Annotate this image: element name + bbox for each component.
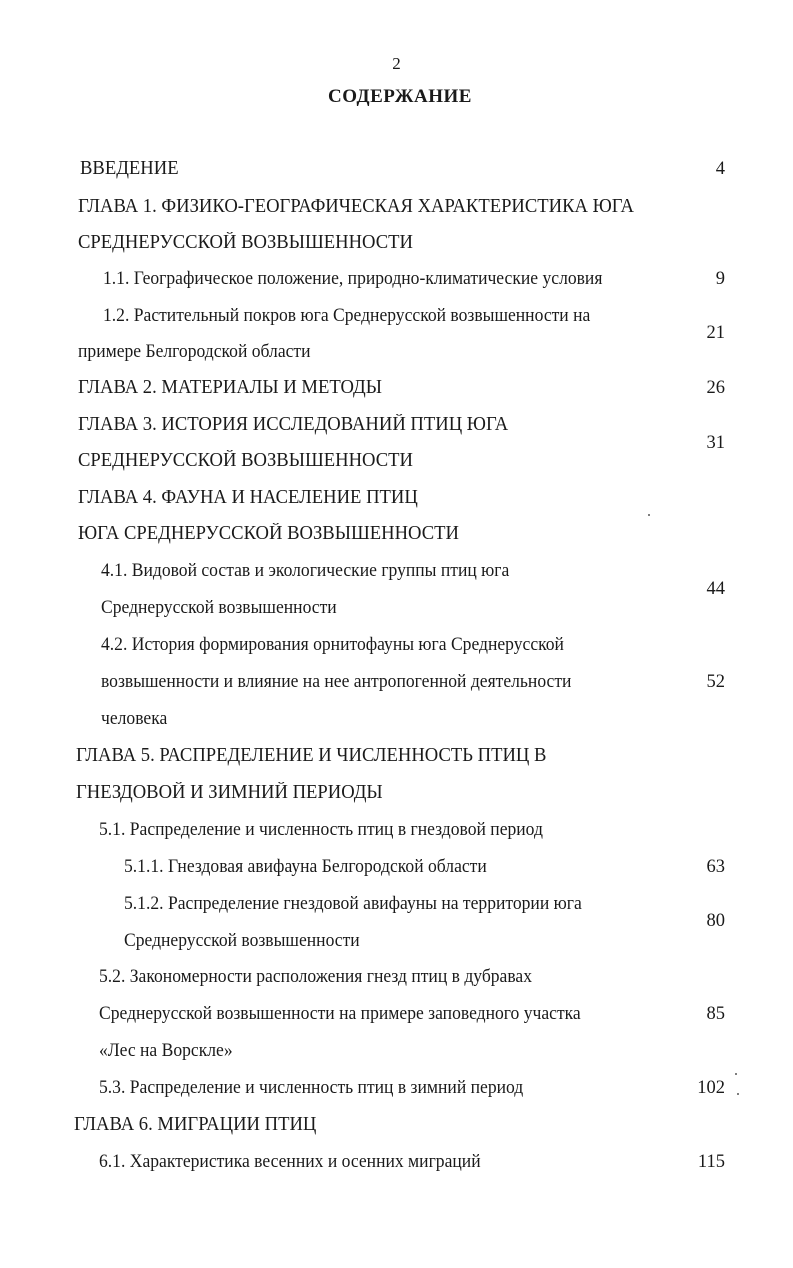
page-title: СОДЕРЖАНИЕ bbox=[328, 86, 472, 107]
toc-entry-ch4-line1: ГЛАВА 4. ФАУНА И НАСЕЛЕНИЕ ПТИЦ bbox=[78, 487, 418, 508]
toc-entry-4-2-line3: человека bbox=[101, 709, 168, 729]
toc-page-5-1-2: 80 bbox=[706, 911, 725, 931]
toc-entry-5-2-line3: «Лес на Ворскле» bbox=[99, 1041, 233, 1061]
toc-entry-ch1-line2: СРЕДНЕРУССКОЙ ВОЗВЫШЕННОСТИ bbox=[78, 232, 413, 253]
toc-page-4-2: 52 bbox=[706, 672, 725, 692]
toc-entry-ch6: ГЛАВА 6. МИГРАЦИИ ПТИЦ bbox=[74, 1114, 317, 1135]
toc-entry-5-1: 5.1. Распределение и численность птиц в гнездовой период bbox=[99, 820, 543, 840]
toc-page-5-2: 85 bbox=[706, 1004, 725, 1024]
toc-page-6-1: 115 bbox=[697, 1152, 725, 1172]
toc-entry-5-1-2-line2: Среднерусской возвышенности bbox=[124, 931, 360, 951]
toc-entry-ch5-line2: ГНЕЗДОВОЙ И ЗИМНИЙ ПЕРИОДЫ bbox=[76, 782, 383, 803]
toc-entry-4-2-line2: возвышенности и влияние на нее антропогенной деятельности bbox=[101, 672, 572, 692]
toc-page-ch3: 31 bbox=[706, 433, 725, 453]
toc-entry-1-2-line2: примере Белгородской области bbox=[78, 342, 311, 362]
scan-speck bbox=[735, 1073, 737, 1075]
toc-entry-intro: ВВЕДЕНИЕ bbox=[80, 158, 179, 179]
toc-entry-6-1: 6.1. Характеристика весенних и осенних миграций bbox=[99, 1152, 481, 1172]
toc-entry-ch4-line2: ЮГА СРЕДНЕРУССКОЙ ВОЗВЫШЕННОСТИ bbox=[78, 523, 459, 544]
toc-page-5-1-1: 63 bbox=[706, 857, 725, 877]
toc-page-5-3: 102 bbox=[697, 1078, 725, 1098]
toc-entry-5-2-line2: Среднерусской возвышенности на примере заповедного участка bbox=[99, 1004, 581, 1024]
toc-entry-4-1-line2: Среднерусской возвышенности bbox=[101, 598, 337, 618]
toc-entry-4-1-line1: 4.1. Видовой состав и экологические группы птиц юга bbox=[101, 561, 510, 581]
toc-entry-ch5-line1: ГЛАВА 5. РАСПРЕДЕЛЕНИЕ И ЧИСЛЕННОСТЬ ПТИЦ В bbox=[76, 745, 547, 766]
toc-page-1-2: 21 bbox=[706, 323, 725, 343]
toc-entry-4-2-line1: 4.2. История формирования орнитофауны юга Среднерусской bbox=[101, 635, 564, 655]
scan-speck bbox=[737, 1093, 739, 1095]
scan-speck bbox=[648, 514, 650, 516]
toc-entry-5-3: 5.3. Распределение и численность птиц в зимний период bbox=[99, 1078, 524, 1098]
toc-entry-5-2-line1: 5.2. Закономерности расположения гнезд птиц в дубравах bbox=[99, 967, 533, 987]
page-number: 2 bbox=[392, 54, 401, 73]
toc-entry-1-2-line1: 1.2. Растительный покров юга Среднерусской возвышенности на bbox=[103, 306, 591, 326]
toc-entry-ch3-line2: СРЕДНЕРУССКОЙ ВОЗВЫШЕННОСТИ bbox=[78, 450, 413, 471]
toc-entry-ch3-line1: ГЛАВА 3. ИСТОРИЯ ИССЛЕДОВАНИЙ ПТИЦ ЮГА bbox=[78, 414, 509, 435]
toc-page-4-1: 44 bbox=[706, 579, 725, 599]
toc-page-ch2: 26 bbox=[706, 378, 725, 398]
toc-entry-1-1: 1.1. Географическое положение, природно-климатические условия bbox=[103, 269, 603, 289]
toc-entry-ch2: ГЛАВА 2. МАТЕРИАЛЫ И МЕТОДЫ bbox=[78, 377, 382, 398]
toc-entry-ch1-line1: ГЛАВА 1. ФИЗИКО-ГЕОГРАФИЧЕСКАЯ ХАРАКТЕРИСТИКА ЮГА bbox=[78, 196, 634, 217]
toc-page-1-1: 9 bbox=[715, 269, 725, 289]
toc-page-intro: 4 bbox=[715, 159, 725, 179]
toc-entry-5-1-1: 5.1.1. Гнездовая авифауна Белгородской области bbox=[124, 857, 487, 877]
toc-entry-5-1-2-line1: 5.1.2. Распределение гнездовой авифауны на территории юга bbox=[124, 894, 582, 914]
